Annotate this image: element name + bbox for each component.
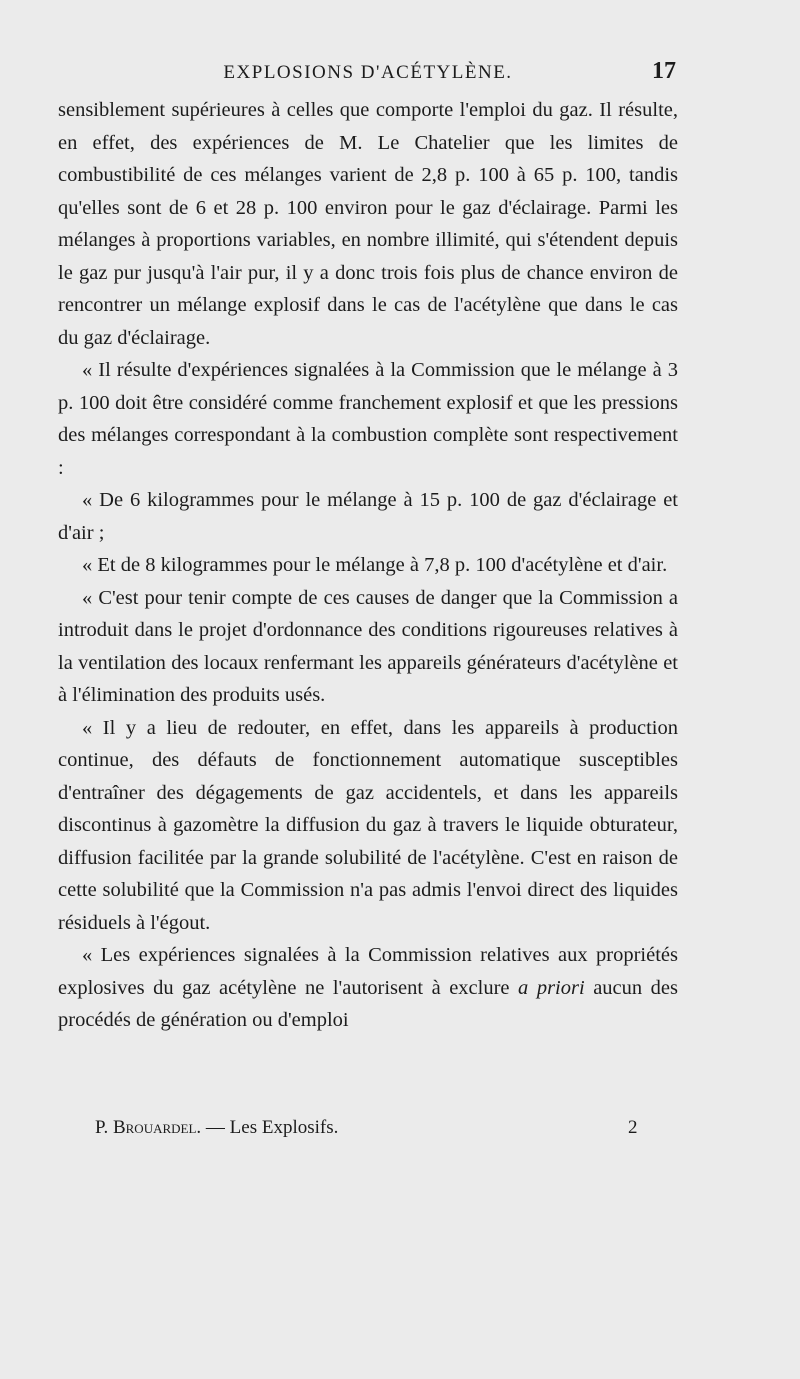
paragraph-quote-gas: « De 6 kilogrammes pour le mélange à 15 p. 100 de gaz d'éclairage et d'air ; — [58, 489, 678, 544]
paragraph-quote-commission: « C'est pour tenir compte de ces causes de danger que la Commission a introduit dans le projet d'ordonnance des conditions rigoureuses relatives à la ventilation des locaux renfermant les appareils générateurs d'acétylène et à l'élimination des produits usés. — [58, 586, 678, 706]
signature-mark: 2 — [628, 1117, 638, 1138]
page-number: 17 — [652, 58, 676, 84]
paragraph-text-before: « Les expériences signalées à la Commission relatives aux propriétés explosives du gaz acétylène ne l'autorisent à exclure — [58, 944, 678, 999]
footer-author: P. Brouardel. — [95, 1117, 202, 1138]
running-title: EXPLOSIONS D'ACÉTYLÈNE. — [223, 62, 513, 83]
footer-separator: — — [201, 1117, 230, 1138]
paragraph-quote-experiences — [58, 939, 678, 1037]
page-footer — [58, 1117, 678, 1145]
footer-book-title: Les Explosifs. — [229, 1117, 339, 1138]
paragraph-quote-danger: « Il y a lieu de redouter, en effet, dans les appareils à production continue, des défauts de fonctionnement automatique susceptibles d'entraîner des dégagements de gaz accidentels, et dans les appareils discontinus à gazomètre la diffusion du gaz à travers le liquide obturateur, diffusion facilitée par la grande solubilité de l'acétylène. C'est en raison de cette solubilité que la Commission n'a pas admis l'envoi direct des liquides résiduels à l'égout. — [58, 716, 678, 934]
paragraph-text-after: aucun des procédés de génération ou d'emploi — [58, 976, 678, 1031]
footer-credit — [95, 1117, 338, 1139]
paragraph-quote-results: « Il résulte d'expériences signalées à la Commission que le mélange à 3 p. 100 doit être considéré comme franchement explosif et que les pressions des mélanges correspondant à la combustion complète sont respectivement : — [58, 359, 678, 479]
body-text — [58, 94, 678, 1037]
italic-a-priori: a priori — [518, 976, 585, 999]
running-head — [58, 58, 678, 88]
paragraph-continuation: sensiblement supérieures à celles que comporte l'emploi du gaz. Il résulte, en effet, des expériences de M. Le Chatelier que les limites de combustibilité de ces mélanges varient de 2,8 p. 100 à 65 p. 100, tandis qu'elles sont de 6 et 28 p. 100 environ pour le gaz d'éclairage. Parmi les mélanges à proportions variables, en nombre illimité, qui s'étendent depuis le gaz pur jusqu'à l'air pur, il y a donc trois fois plus de chance environ de rencontrer un mélange explosif dans le cas de l'acétylène que dans le cas du gaz d'éclairage. — [58, 99, 678, 349]
paragraph-quote-acetylene: « Et de 8 kilogrammes pour le mélange à 7,8 p. 100 d'acétylène et d'air. — [82, 554, 668, 576]
